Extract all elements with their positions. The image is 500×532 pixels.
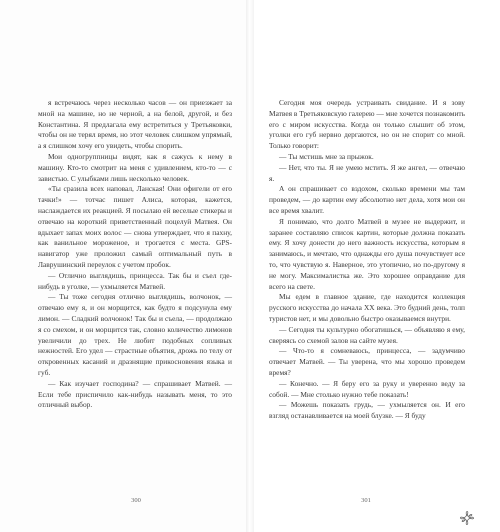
- paragraph: — Отлично выглядишь, принцесса. Так бы и съел где-нибудь в уголке, — ухмыляется Матвей.: [38, 270, 232, 291]
- paragraph: А он спрашивает со вздохом, сколько времени мы там проведем, — до картин ему абсолютно нет дела, хотя мои он все время хвалит.: [269, 184, 465, 215]
- paragraph: «Ты сразила всех наповал, Ланская! Они офигели от его тачки!» — тотчас пишет Алиса, которая, кажется, наслаждается их реакцией. Я посылаю ей веселые стикеры и отвечаю на короткий приветственный поцелуй Матвея. Он вдыхает запах моих волос — снова утверждает, что я пахну, как ванильное мороженое, и трогается с места. GPS-навигатор уже проложил самый оптимальный путь в Лаврушинский переулок с учетом пробок.: [38, 184, 232, 269]
- book-gutter: [246, 0, 254, 532]
- paragraph: — Ты тоже сегодня отлично выглядишь, волчонок, — отвечаю ему я, и он морщится, как будто я подсунула ему лимон. — Сладкий волчонок! Так бы и съела, — продолжаю я со смехом, и он морщится так, словно количество лимонов увеличили до трех. Не любит подобных сопливых нежностей. Его удел — страстные объятия, дрожь по телу от откровенных касаний и дразнящие прикосновения языка и губ.: [38, 292, 232, 377]
- paragraph: — Ты мстишь мне за прыжок.: [279, 151, 374, 161]
- flower-doodle-icon: [453, 506, 481, 530]
- right-page-text: [269, 98, 465, 422]
- left-page: [0, 0, 246, 532]
- paragraph: — Конечно. — Я беру его за руку и уверенно веду за собой. — Мне столько нужно тебе показать!: [269, 378, 465, 399]
- paragraph: — Сегодня ты культурно обогатишься, — объявляю я ему, сверяясь со схемой залов на сайте музея.: [269, 324, 465, 345]
- left-page-text: [38, 98, 232, 411]
- paragraph: — Как изучает господина? — спрашивает Матвей. — Если тебе приспичило как-нибудь называть меня, то это отличный выбор.: [38, 378, 232, 410]
- paragraph: Мои одногруппницы видят, как я сажусь к нему в машину. Кто-то смотрит на меня с удивлением, кто-то — с завистью. С улыбками лишь несколько человек.: [38, 151, 232, 183]
- paragraph: Я понимаю, что долго Матвей в музее не выдержит, и заранее составляю список картин, которые должна показать ему. Я хочу донести до него важность искусства, которым я занимаюсь, и мечтаю, что однажды его душа почувствует все то, что чувствую я. Наверное, это утопично, но по-другому я не могу. Максималистка же. Это хорошее оправдание для всего на свете.: [269, 216, 465, 291]
- page-number-right: 301: [361, 497, 371, 504]
- paragraph: я встречаюсь через несколько часов — он приезжает за мной на машине, но не черной, а на белой, другой, и без Константина. Я предлагала ему встретиться у Третьяковки, чтобы он не терял время, но этот человек слишком упрямый, а я слишком хочу его увидеть, чтобы спорить.: [38, 98, 232, 151]
- page-number-left: 300: [131, 497, 141, 504]
- paragraph: — Нет, что ты. Я не умею мстить. Я же ангел, — отвечаю я.: [269, 162, 465, 183]
- paragraph: — Что-то я сомневаюсь, принцесса, — задумчиво отвечает Матвей. — Ты уверена, что мы хорошо проведем время?: [269, 346, 465, 377]
- paragraph: Сегодня моя очередь устраивать свидание. И я зову Матвея в Третьяковскую галерею — мне хочется познакомить его с миром искусства. Когда он только слышит об этом, уголки его губ нервно дергаются, но он не спорит со мной. Только говорит:: [269, 98, 465, 151]
- paragraph: — Можешь показать грудь, — ухмыляется он. И его взгляд останавливается на моей блузке. — Я буду: [269, 400, 465, 421]
- right-page: [254, 0, 500, 532]
- paragraph: Мы едем в главное здание, где находится коллекция русского искусства до начала XX века. Это будний день, толп туристов нет, и мы довольно быстро оказываемся внутри.: [269, 292, 465, 323]
